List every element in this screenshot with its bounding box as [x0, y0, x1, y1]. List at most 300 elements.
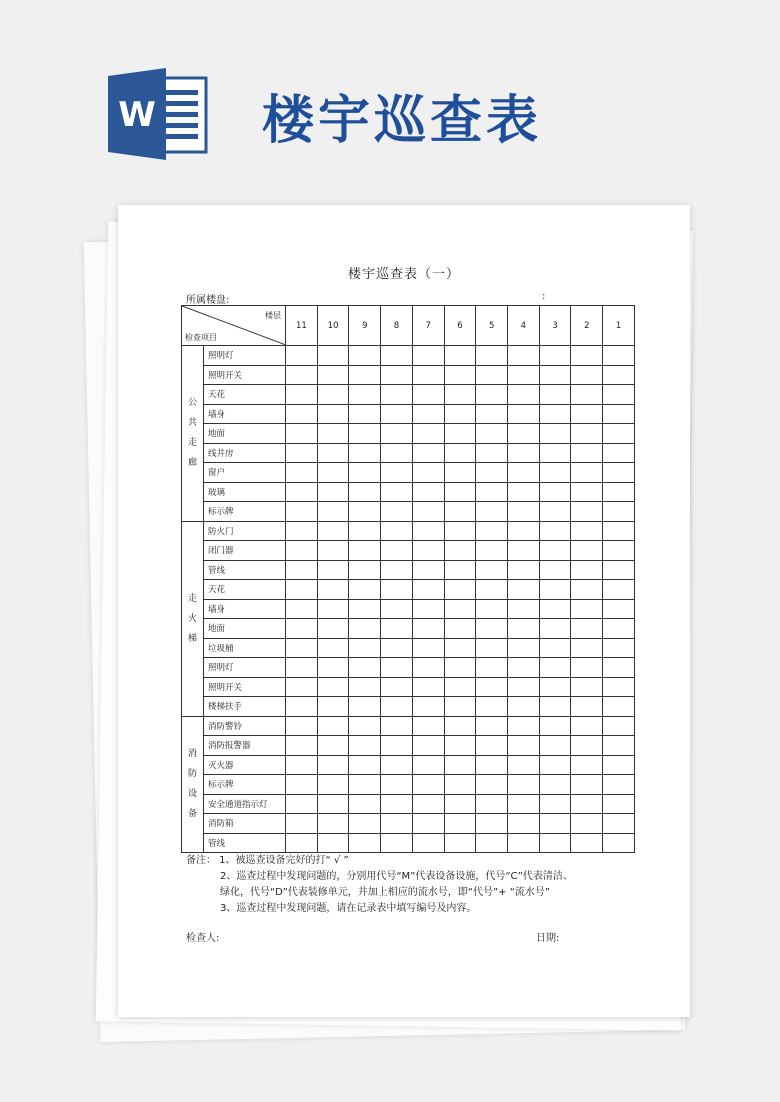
check-cell — [476, 619, 508, 639]
check-cell — [444, 638, 476, 658]
check-cell — [571, 424, 603, 444]
check-cell — [317, 599, 349, 619]
check-cell — [571, 638, 603, 658]
header-title: 楼宇巡查表 — [262, 90, 543, 151]
check-cell — [349, 346, 381, 366]
check-cell — [476, 677, 508, 697]
check-cell — [381, 346, 413, 366]
check-cell — [508, 697, 540, 717]
check-cell — [286, 443, 318, 463]
check-cell — [317, 755, 349, 775]
check-cell — [412, 697, 444, 717]
check-cell — [476, 833, 508, 853]
check-cell — [349, 638, 381, 658]
check-cell — [317, 346, 349, 366]
check-cell — [444, 365, 476, 385]
check-cell — [286, 560, 318, 580]
check-cell — [603, 502, 635, 522]
check-cell — [476, 365, 508, 385]
check-cell — [571, 385, 603, 405]
check-cell — [286, 346, 318, 366]
check-cell — [412, 716, 444, 736]
floor-header: 5 — [476, 306, 508, 346]
check-cell — [317, 521, 349, 541]
table-row — [182, 385, 635, 405]
check-cell — [539, 599, 571, 619]
check-cell — [444, 541, 476, 561]
check-cell — [349, 755, 381, 775]
check-cell — [571, 443, 603, 463]
check-cell — [444, 619, 476, 639]
check-cell — [349, 697, 381, 717]
check-cell — [539, 736, 571, 756]
check-cell — [476, 560, 508, 580]
check-cell — [603, 794, 635, 814]
check-cell — [603, 716, 635, 736]
check-cell — [286, 638, 318, 658]
note-line: 绿化，代号“D”代表装修单元，并加上相应的流水号，即“代号”+ “流水号” — [220, 887, 551, 898]
category-cell — [182, 716, 204, 853]
check-cell — [603, 541, 635, 561]
check-cell — [349, 560, 381, 580]
check-cell — [349, 658, 381, 678]
check-cell — [286, 697, 318, 717]
check-cell — [444, 482, 476, 502]
item-label: 消防报警器 — [204, 736, 286, 756]
check-cell — [603, 638, 635, 658]
check-cell — [539, 424, 571, 444]
check-cell — [508, 365, 540, 385]
check-cell — [317, 560, 349, 580]
check-cell — [539, 346, 571, 366]
check-cell — [381, 638, 413, 658]
check-cell — [412, 365, 444, 385]
check-cell — [444, 580, 476, 600]
check-cell — [412, 736, 444, 756]
check-cell — [317, 716, 349, 736]
check-cell — [349, 580, 381, 600]
check-cell — [476, 502, 508, 522]
check-cell — [381, 794, 413, 814]
table-row — [182, 580, 635, 600]
item-label: 管线 — [204, 833, 286, 853]
category-char: 共 — [187, 418, 197, 429]
floor-header: 4 — [508, 306, 540, 346]
check-cell — [317, 677, 349, 697]
check-cell — [603, 385, 635, 405]
table-row — [182, 697, 635, 717]
check-cell — [381, 716, 413, 736]
check-cell — [571, 814, 603, 834]
table-row — [182, 482, 635, 502]
check-cell — [349, 502, 381, 522]
check-cell — [381, 599, 413, 619]
check-cell — [349, 716, 381, 736]
check-cell — [603, 658, 635, 678]
check-cell — [317, 580, 349, 600]
table-row — [182, 638, 635, 658]
check-cell — [412, 346, 444, 366]
check-cell — [508, 814, 540, 834]
check-cell — [349, 463, 381, 483]
table-row — [182, 833, 635, 853]
check-cell — [508, 521, 540, 541]
check-cell — [317, 736, 349, 756]
table-header-row — [182, 306, 635, 346]
check-cell — [444, 814, 476, 834]
check-cell — [381, 502, 413, 522]
check-cell — [571, 619, 603, 639]
check-cell — [603, 580, 635, 600]
check-cell — [349, 677, 381, 697]
check-cell — [381, 521, 413, 541]
category-char: 廊 — [187, 458, 197, 469]
table-row — [182, 346, 635, 366]
check-cell — [381, 541, 413, 561]
floor-header: 10 — [317, 306, 349, 346]
check-cell — [286, 677, 318, 697]
check-cell — [603, 736, 635, 756]
check-cell — [571, 346, 603, 366]
check-cell — [286, 658, 318, 678]
check-cell — [381, 736, 413, 756]
check-cell — [381, 833, 413, 853]
check-cell — [476, 736, 508, 756]
check-cell — [571, 775, 603, 795]
check-cell — [317, 658, 349, 678]
check-cell — [603, 365, 635, 385]
table-row — [182, 502, 635, 522]
category-char: 设 — [187, 789, 197, 800]
check-cell — [476, 638, 508, 658]
check-cell — [286, 775, 318, 795]
item-label: 窗户 — [204, 463, 286, 483]
check-cell — [412, 755, 444, 775]
inspector-label: 检查人: — [186, 933, 220, 944]
check-cell — [381, 814, 413, 834]
check-cell — [317, 814, 349, 834]
check-cell — [317, 404, 349, 424]
check-cell — [444, 463, 476, 483]
check-cell — [381, 385, 413, 405]
check-cell — [349, 794, 381, 814]
note-line: 3、巡查过程中发现问题，请在记录表中填写编号及内容。 — [220, 903, 477, 914]
table-row — [182, 619, 635, 639]
check-cell — [444, 560, 476, 580]
check-cell — [476, 658, 508, 678]
check-cell — [286, 502, 318, 522]
item-label: 墙身 — [204, 404, 286, 424]
check-cell — [444, 794, 476, 814]
check-cell — [603, 482, 635, 502]
item-label: 玻璃 — [204, 482, 286, 502]
check-cell — [508, 385, 540, 405]
check-cell — [317, 619, 349, 639]
check-cell — [508, 677, 540, 697]
check-cell — [539, 775, 571, 795]
check-cell — [476, 443, 508, 463]
check-cell — [571, 463, 603, 483]
category-cell — [182, 346, 204, 522]
check-cell — [571, 755, 603, 775]
check-cell — [571, 833, 603, 853]
floor-header: 8 — [381, 306, 413, 346]
table-row — [182, 755, 635, 775]
table-row — [182, 560, 635, 580]
table-row — [182, 521, 635, 541]
check-cell — [603, 443, 635, 463]
item-label: 楼梯扶手 — [204, 697, 286, 717]
check-cell — [539, 482, 571, 502]
check-cell — [508, 638, 540, 658]
item-label: 地面 — [204, 424, 286, 444]
check-cell — [603, 619, 635, 639]
check-cell — [412, 677, 444, 697]
check-cell — [317, 424, 349, 444]
check-cell — [349, 619, 381, 639]
check-cell — [508, 346, 540, 366]
check-cell — [444, 521, 476, 541]
svg-text:W: W — [118, 95, 156, 135]
check-cell — [286, 580, 318, 600]
check-cell — [539, 814, 571, 834]
check-cell — [444, 599, 476, 619]
check-cell — [571, 482, 603, 502]
check-cell — [539, 580, 571, 600]
category-char: 公 — [187, 398, 197, 409]
check-cell — [412, 599, 444, 619]
check-cell — [476, 463, 508, 483]
check-cell — [444, 677, 476, 697]
check-cell — [349, 365, 381, 385]
property-label: 所属楼盘: — [186, 295, 230, 306]
check-cell — [539, 658, 571, 678]
check-cell — [444, 658, 476, 678]
table-row — [182, 814, 635, 834]
check-cell — [476, 404, 508, 424]
check-cell — [508, 794, 540, 814]
check-cell — [286, 716, 318, 736]
check-cell — [412, 521, 444, 541]
check-cell — [539, 619, 571, 639]
item-label: 标示牌 — [204, 775, 286, 795]
check-cell — [349, 833, 381, 853]
check-cell — [317, 697, 349, 717]
check-cell — [412, 541, 444, 561]
check-cell — [603, 346, 635, 366]
check-cell — [603, 755, 635, 775]
table-row — [182, 658, 635, 678]
item-label: 墙身 — [204, 599, 286, 619]
item-axis-label: 检查项目 — [185, 333, 217, 342]
check-cell — [412, 775, 444, 795]
check-cell — [349, 736, 381, 756]
check-cell — [508, 463, 540, 483]
check-cell — [349, 521, 381, 541]
check-cell — [508, 775, 540, 795]
floor-header: 2 — [571, 306, 603, 346]
category-char: 走 — [187, 438, 197, 449]
check-cell — [381, 619, 413, 639]
table-row — [182, 443, 635, 463]
check-cell — [444, 716, 476, 736]
check-cell — [412, 502, 444, 522]
check-cell — [381, 755, 413, 775]
check-cell — [508, 424, 540, 444]
check-cell — [381, 775, 413, 795]
item-label: 消防警铃 — [204, 716, 286, 736]
check-cell — [508, 716, 540, 736]
check-cell — [539, 833, 571, 853]
check-cell — [412, 463, 444, 483]
check-cell — [571, 658, 603, 678]
check-cell — [539, 404, 571, 424]
table-row — [182, 404, 635, 424]
check-cell — [349, 404, 381, 424]
check-cell — [508, 580, 540, 600]
item-label: 防火门 — [204, 521, 286, 541]
item-label: 消防箱 — [204, 814, 286, 834]
check-cell — [444, 424, 476, 444]
check-cell — [317, 463, 349, 483]
check-cell — [476, 482, 508, 502]
check-cell — [476, 346, 508, 366]
category-char: 梯 — [187, 633, 197, 644]
floor-header: 1 — [603, 306, 635, 346]
table-row — [182, 716, 635, 736]
check-cell — [349, 385, 381, 405]
item-label: 天花 — [204, 385, 286, 405]
table-row — [182, 599, 635, 619]
check-cell — [349, 541, 381, 561]
check-cell — [444, 775, 476, 795]
check-cell — [381, 443, 413, 463]
check-cell — [349, 482, 381, 502]
check-cell — [412, 385, 444, 405]
item-label: 照明灯 — [204, 658, 286, 678]
item-label: 安全通道指示灯 — [204, 794, 286, 814]
check-cell — [571, 502, 603, 522]
check-cell — [444, 502, 476, 522]
check-cell — [476, 521, 508, 541]
check-cell — [412, 638, 444, 658]
check-cell — [539, 541, 571, 561]
check-cell — [286, 814, 318, 834]
check-cell — [286, 541, 318, 561]
document-title: 楼宇巡查表（一） — [347, 267, 460, 282]
check-cell — [412, 404, 444, 424]
check-cell — [603, 404, 635, 424]
check-cell — [412, 443, 444, 463]
check-cell — [317, 365, 349, 385]
check-cell — [508, 502, 540, 522]
item-label: 灭火器 — [204, 755, 286, 775]
check-cell — [539, 443, 571, 463]
check-cell — [603, 775, 635, 795]
check-cell — [476, 716, 508, 736]
check-cell — [381, 580, 413, 600]
check-cell — [349, 599, 381, 619]
check-cell — [286, 736, 318, 756]
check-cell — [508, 755, 540, 775]
check-cell — [571, 599, 603, 619]
table-row — [182, 794, 635, 814]
check-cell — [539, 697, 571, 717]
diagonal-header-cell — [182, 306, 286, 346]
word-logo-icon — [108, 68, 208, 160]
note-line: 2、巡查过程中发现问题的，分别用代号“M”代表设备设施，代号“C”代表清洁、 — [220, 871, 573, 882]
check-cell — [476, 794, 508, 814]
floor-header: 6 — [444, 306, 476, 346]
check-cell — [317, 794, 349, 814]
check-cell — [571, 697, 603, 717]
check-cell — [317, 638, 349, 658]
check-cell — [571, 560, 603, 580]
check-cell — [412, 619, 444, 639]
check-cell — [286, 794, 318, 814]
check-cell — [508, 833, 540, 853]
check-cell — [476, 775, 508, 795]
check-cell — [539, 638, 571, 658]
check-cell — [571, 365, 603, 385]
property-colon: : — [542, 291, 546, 302]
check-cell — [349, 775, 381, 795]
check-cell — [539, 560, 571, 580]
table-row — [182, 736, 635, 756]
check-cell — [603, 521, 635, 541]
check-cell — [444, 697, 476, 717]
check-cell — [444, 755, 476, 775]
item-label: 照明开关 — [204, 677, 286, 697]
check-cell — [539, 385, 571, 405]
check-cell — [539, 755, 571, 775]
category-char: 火 — [187, 613, 197, 624]
check-cell — [444, 736, 476, 756]
check-cell — [381, 404, 413, 424]
check-cell — [476, 424, 508, 444]
check-cell — [286, 463, 318, 483]
check-cell — [412, 794, 444, 814]
check-cell — [476, 697, 508, 717]
check-cell — [508, 619, 540, 639]
check-cell — [286, 755, 318, 775]
check-cell — [571, 404, 603, 424]
check-cell — [412, 814, 444, 834]
check-cell — [286, 424, 318, 444]
table-row — [182, 463, 635, 483]
check-cell — [381, 365, 413, 385]
check-cell — [508, 599, 540, 619]
check-cell — [286, 833, 318, 853]
category-char: 走 — [187, 593, 197, 604]
table-row — [182, 365, 635, 385]
check-cell — [444, 443, 476, 463]
check-cell — [412, 580, 444, 600]
floor-header: 3 — [539, 306, 571, 346]
check-cell — [508, 560, 540, 580]
date-label: 日期: — [536, 933, 560, 944]
check-cell — [539, 365, 571, 385]
check-cell — [539, 794, 571, 814]
check-cell — [539, 716, 571, 736]
check-cell — [381, 424, 413, 444]
check-cell — [381, 482, 413, 502]
item-label: 地面 — [204, 619, 286, 639]
check-cell — [603, 814, 635, 834]
inspection-table — [181, 305, 635, 853]
check-cell — [571, 794, 603, 814]
item-label: 照明灯 — [204, 346, 286, 366]
